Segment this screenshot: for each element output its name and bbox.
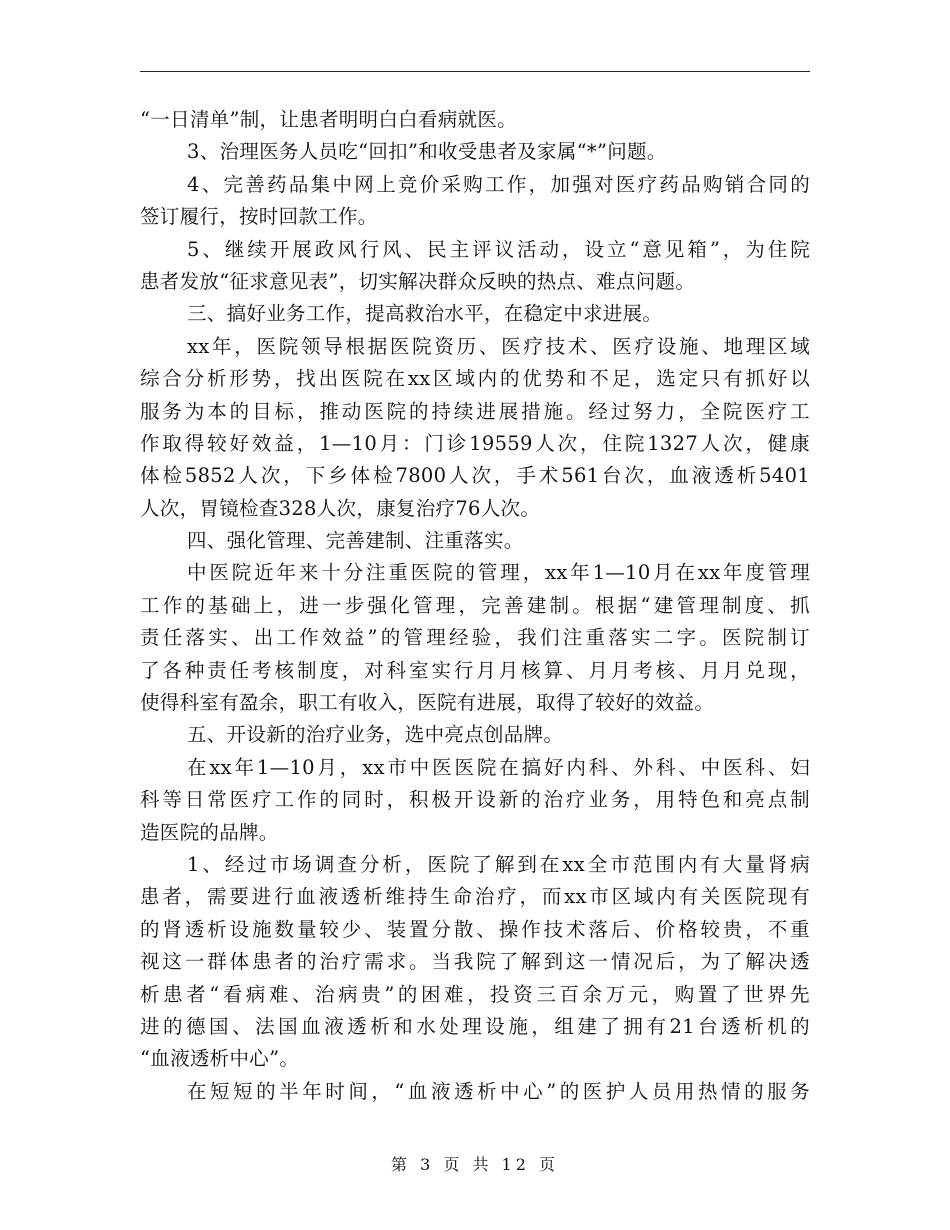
text-line: 签订履行，按时回款工作。 [140, 205, 378, 229]
text-line: “血液透析中心”。 [140, 1047, 300, 1071]
text-line: 服务为本的目标，推动医院的持续进展措施。经过努力，全院医疗工 [140, 399, 810, 423]
text-line: 3、治理医务人员吃“回扣”和收受患者及家属“*”问题。 [187, 140, 667, 164]
text-line: 作取得较好效益，1—10月：门诊19559人次，住院1327人次，健康 [140, 431, 810, 455]
text-line: 在短短的半年时间，“血液透析中心”的医护人员用热情的服务 [187, 1079, 810, 1103]
text-line: 患者，需要进行血液透析维持生命治疗，而xx市区域内有关医院现有 [140, 885, 810, 909]
text-line: 造医院的品牌。 [140, 820, 279, 844]
text-line: 的肾透析设施数量较少、装置分散、操作技术落后、价格较贵，不重 [140, 917, 810, 941]
text-line: 进的德国、法国血液透析和水处理设施，组建了拥有21台透析机的 [140, 1014, 810, 1038]
text-line: 析患者“看病难、治病贵”的困难，投资三百余万元，购置了世界先 [140, 982, 810, 1006]
text-line: 综合分析形势，找出医院在xx区域内的优势和不足，选定只有抓好以 [140, 367, 810, 391]
text-line: 了各种责任考核制度，对科室实行月月核算、月月考核、月月兑现， [140, 658, 810, 682]
document-body [140, 104, 810, 1108]
text-line: 视这一群体患者的治疗需求。当我院了解到这一情况后，为了解决透 [140, 950, 810, 974]
header-rule [140, 71, 810, 72]
text-line: 五、开设新的治疗业务，选中亮点创品牌。 [187, 723, 564, 747]
text-line: 四、强化管理、完善建制、注重落实。 [187, 529, 524, 553]
text-line: 5、继续开展政风行风、民主评议活动，设立“意见箱”，为住院 [187, 237, 810, 261]
text-line: 患者发放“征求意见表”，切实解决群众反映的热点、难点问题。 [140, 269, 696, 293]
text-line: 体检5852人次，下乡体检7800人次，手术561台次，血液透析5401 [140, 464, 810, 488]
text-line: 中医院近年来十分注重医院的管理，xx年1—10月在xx年度管理 [187, 561, 810, 585]
text-line: 在xx年1—10月，xx市中医医院在搞好内科、外科、中医科、妇 [187, 755, 810, 779]
text-line: 人次，胃镜检查328人次，康复治疗76人次。 [140, 496, 541, 520]
text-line: 工作的基础上，进一步强化管理，完善建制。根据“建管理制度、抓 [140, 593, 810, 617]
text-line: 三、搞好业务工作，提高救治水平，在稳定中求进展。 [187, 302, 663, 326]
text-line: 1、经过市场调查分析，医院了解到在xx全市范围内有大量肾病 [187, 852, 810, 876]
text-line: “一日清单”制，让患者明明白白看病就医。 [140, 108, 517, 131]
page-footer: 第 3 页 共 12 页 [391, 1155, 559, 1174]
text-line: 使得科室有盈余，职工有收入，医院有进展，取得了较好的效益。 [140, 691, 715, 715]
text-line: 4、完善药品集中网上竞价采购工作，加强对医疗药品购销合同的 [187, 172, 810, 196]
text-line: xx年，医院领导根据医院资历、医疗技术、医疗设施、地理区域 [187, 334, 810, 358]
text-line: 责任落实、出工作效益”的管理经验，我们注重落实二字。医院制订 [140, 626, 810, 650]
text-line: 科等日常医疗工作的同时，积极开设新的治疗业务，用特色和亮点制 [140, 788, 810, 812]
